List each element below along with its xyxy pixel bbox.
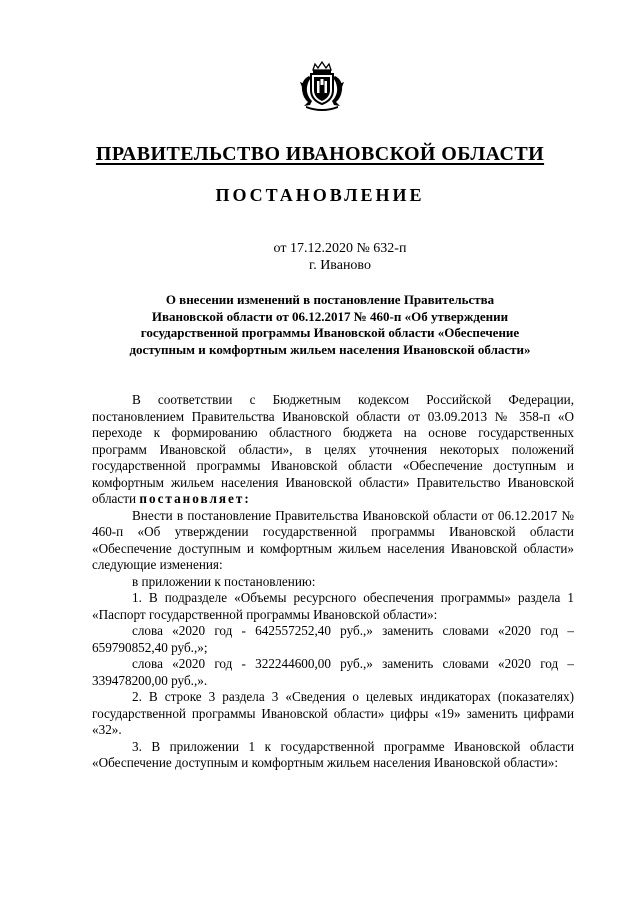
paragraph: в приложении к постановлению: bbox=[132, 573, 316, 589]
date-number: от 17.12.2020 № 632-п bbox=[273, 241, 407, 256]
preamble-text: В соответствии с Бюджетным кодексом Российской Федерации, постановлением Правительства Ивановской области от 03.09.2013 № 358-п «О переходе к формированию областного бюджета на основе государственных программ Ивановской области», в целях уточнения некоторых положений государственной программы Ивановской области «Обеспечение доступным и комфортным жильем населения Ивановской области» Правительство Ивановской области bbox=[92, 392, 574, 506]
document-type: ПОСТАНОВЛЕНИЕ bbox=[215, 185, 425, 205]
subject-line: государственной программы Ивановской области «Обеспечение bbox=[140, 325, 520, 340]
subject-line: доступным и комфортным жильем населения Ивановской области» bbox=[129, 341, 531, 357]
resolves-word: постановляет: bbox=[139, 491, 251, 506]
subject-line: О внесении изменений в постановление Правительства bbox=[165, 292, 495, 307]
paragraph: 1. В подразделе «Объемы ресурсного обеспечения программы» раздела 1 «Паспорт государственной программы Ивановской области»: bbox=[92, 590, 574, 622]
paragraph-preamble bbox=[92, 392, 574, 508]
paragraph: Внести в постановление Правительства Ивановской области от 06.12.2017 № 460-п «Об утверждении государственной программы Ивановской области «Обеспечение доступным и комфортным жильем населения Ивановской области» следующие изменения: bbox=[92, 507, 574, 572]
city: г. Иваново bbox=[309, 258, 371, 273]
document-body bbox=[92, 392, 574, 772]
document-subject bbox=[90, 292, 570, 358]
government-title: ПРАВИТЕЛЬСТВО ИВАНОВСКОЙ ОБЛАСТИ bbox=[95, 143, 545, 165]
paragraph: 2. В строке 3 раздела 3 «Сведения о целевых индикаторах (показателях) государственной программы Ивановской области» цифры «19» заменить цифрами «32». bbox=[92, 689, 574, 737]
subject-line: Ивановской области от 06.12.2017 № 460-п «Об утверждении bbox=[151, 308, 509, 324]
paragraph: слова «2020 год - 642557252,40 руб.,» заменить словами «2020 год – 659790852,40 руб.,»; bbox=[92, 623, 574, 655]
paragraph: слова «2020 год - 322244600,00 руб.,» заменить словами «2020 год – 339478200,00 руб.,». bbox=[92, 656, 574, 688]
paragraph: 3. В приложении 1 к государственной программе Ивановской области «Обеспечение доступным и комфортным жильем населения Ивановской области»: bbox=[92, 738, 574, 770]
coat-of-arms-icon bbox=[296, 60, 348, 112]
